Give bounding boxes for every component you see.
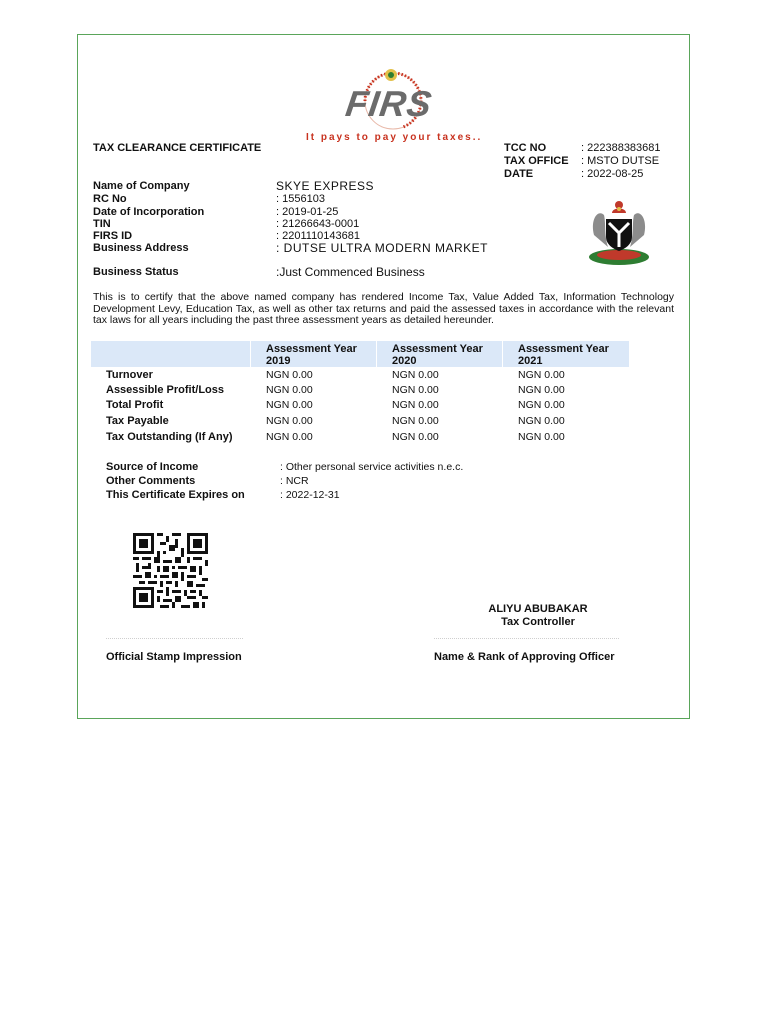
table-cell: NGN 0.00 [266,369,313,381]
expiry-label: This Certificate Expires on [106,489,245,501]
business-address-label: Business Address [93,242,189,254]
row-label-assessible-profit: Assessible Profit/Loss [106,384,224,396]
header-year-2019: Assessment Year 2019 [266,343,357,367]
meta-value-tcc: : 222388383681 [581,142,661,154]
column-separator [376,341,377,367]
row-label-tax-outstanding: Tax Outstanding (If Any) [106,431,233,443]
header-year-2021: Assessment Year 2021 [518,343,609,367]
coat-of-arms-icon [586,195,652,267]
expiry-value: : 2022-12-31 [280,489,340,501]
source-of-income-value: : Other personal service activities n.e.c. [280,461,464,473]
meta-label-tcc: TCC NO [504,142,547,154]
row-label-total-profit: Total Profit [106,399,164,411]
row-label-turnover: Turnover [106,369,153,381]
table-cell: NGN 0.00 [518,399,565,411]
officer-rank: Tax Controller [501,616,575,628]
column-separator [502,341,503,367]
meta-label-date: DATE [504,168,534,180]
meta-value-office: : MSTO DUTSE [581,155,660,167]
firs-id-value: : 2201110143681 [276,230,361,242]
table-cell: NGN 0.00 [266,399,313,411]
meta-label-office: TAX OFFICE [504,155,569,167]
certificate-title: TAX CLEARANCE CERTIFICATE [93,142,262,154]
firs-brand-text: FIRS [343,83,435,124]
table-cell: NGN 0.00 [266,415,313,427]
rc-no-label: RC No [93,193,127,205]
table-cell: NGN 0.00 [392,415,439,427]
table-cell: NGN 0.00 [518,431,565,443]
header-year-2020: Assessment Year 2020 [392,343,483,367]
officer-name: ALIYU ABUBAKAR [488,603,588,615]
tin-value: : 21266643-0001 [276,218,360,230]
incorporation-date-label: Date of Incorporation [93,206,205,218]
source-of-income-label: Source of Income [106,461,199,473]
meta-value-date: : 2022-08-25 [581,168,644,180]
table-cell: NGN 0.00 [518,384,565,396]
certification-statement: This is to certify that the above named company has rendered Income Tax, Value Added Tax, Information Technology Development Levy, Education Tax, as well as other tax returns and paid the assessed taxes in accordance with the relevant tax laws for all years including the past three assessment years as detailed hereunder. [93,291,674,326]
business-status-value: :Just Commenced Business [276,265,425,279]
business-address-value: : DUTSE ULTRA MODERN MARKET [276,241,488,255]
table-cell: NGN 0.00 [266,384,313,396]
rc-no-value: : 1556103 [276,193,325,205]
official-stamp-label: Official Stamp Impression [106,651,242,663]
incorporation-date-value: : 2019-01-25 [276,206,339,218]
table-cell: NGN 0.00 [392,369,439,381]
table-cell: NGN 0.00 [266,431,313,443]
company-name-value: SKYE EXPRESS [276,179,375,193]
stamp-signature-line [106,638,243,639]
row-label-tax-payable: Tax Payable [106,415,169,427]
table-cell: NGN 0.00 [392,399,439,411]
company-name-label: Name of Company [93,180,190,192]
table-cell: NGN 0.00 [518,369,565,381]
approving-officer-label: Name & Rank of Approving Officer [434,651,615,663]
certificate [77,34,690,719]
other-comments-label: Other Comments [106,475,196,487]
tin-label: TIN [93,218,111,230]
table-cell: NGN 0.00 [392,384,439,396]
table-cell: NGN 0.00 [518,415,565,427]
approver-signature-line [434,638,619,639]
table-cell: NGN 0.00 [392,431,439,443]
firs-id-label: FIRS ID [93,230,133,242]
column-separator [250,341,251,367]
qr-code-icon [133,533,208,608]
slogan: It pays to pay your taxes.. [306,132,483,143]
other-comments-value: : NCR [280,475,309,487]
business-status-label: Business Status [93,266,179,278]
